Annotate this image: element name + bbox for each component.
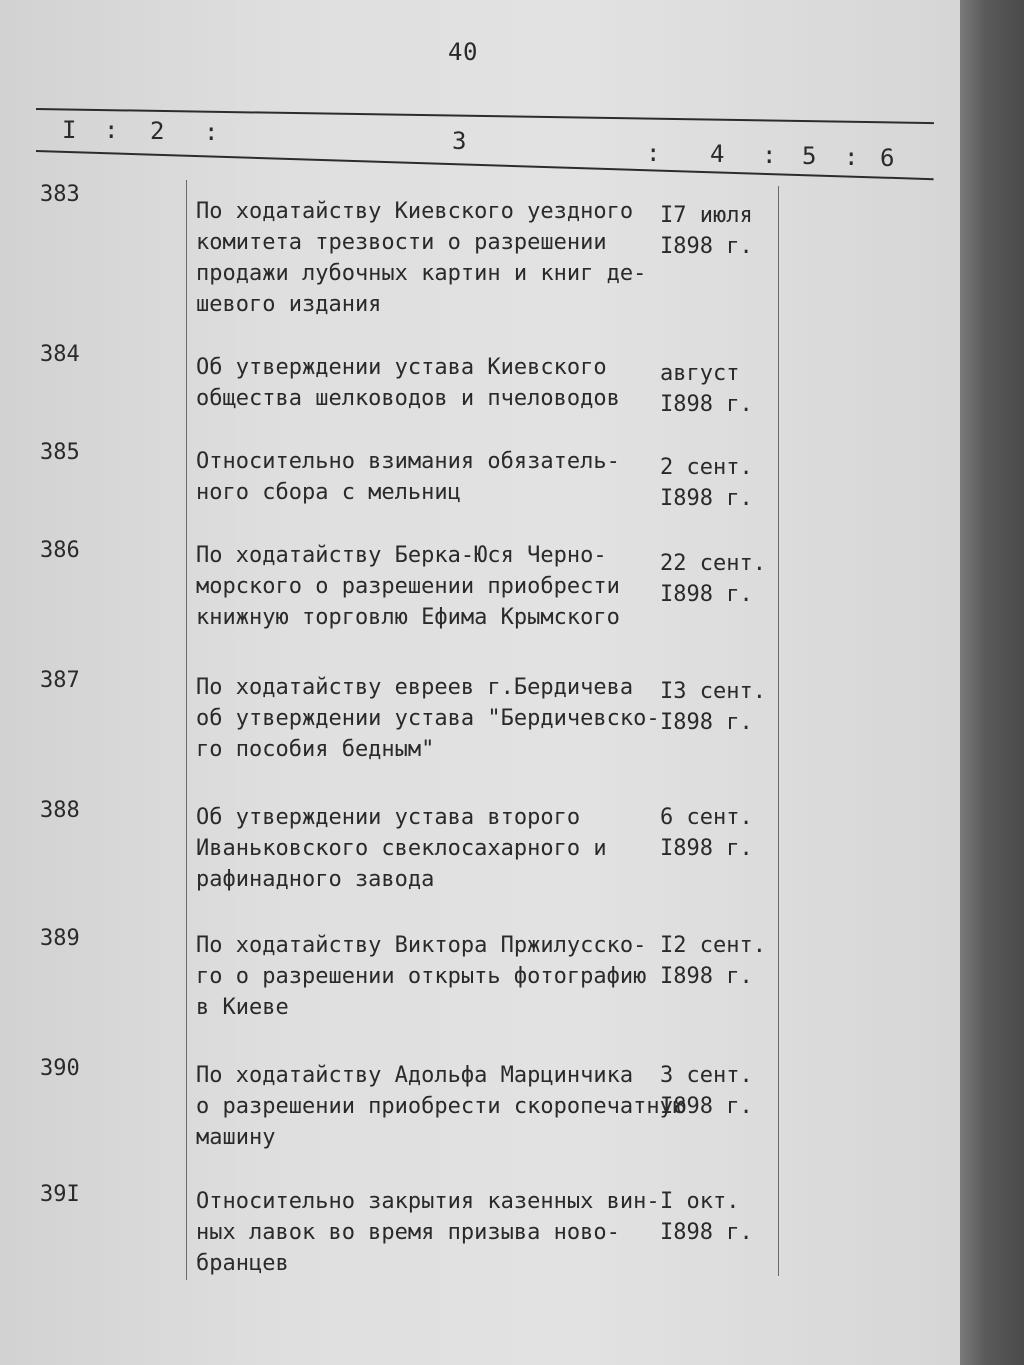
entry-date: I7 июля I898 г.	[660, 203, 753, 259]
entry-title: Об утверждении устава второго Иваньковского свеклосахарного и рафинадного завода	[196, 805, 607, 892]
entry-title: По ходатайству Адольфа Марцинчика о разрешении приобрести скоропечатную машину	[196, 1063, 687, 1150]
entry-title: По ходатайству Киевского уездного комитета трезвости о разрешении продажи лубочных картин и книг де- шевого издания	[196, 199, 647, 317]
entry-number: 383	[40, 182, 80, 207]
entry-date: 6 сент. I898 г.	[660, 805, 753, 861]
column-header-4: 4	[710, 140, 725, 168]
column-separator: :	[104, 116, 119, 144]
entry-date: I окт. I898 г.	[660, 1189, 753, 1245]
column-header-3: 3	[452, 127, 467, 155]
entry-date: I2 сент. I898 г.	[660, 933, 766, 989]
column-header-5: 5	[802, 142, 817, 170]
entry-number: 389	[40, 926, 80, 951]
entry-date: 2 сент. I898 г.	[660, 455, 753, 511]
entry-title: Относительно взимания обязатель- ного сбора с мельниц	[196, 449, 620, 505]
entry-number: 386	[40, 538, 80, 563]
entry-number: 385	[40, 440, 80, 465]
column-separator: :	[762, 141, 777, 169]
entry-title: По ходатайству Берка-Юся Черно- морского о разрешении приобрести книжную торговлю Ефима Крымского	[196, 543, 620, 630]
column-separator: :	[844, 143, 859, 171]
page-number: 40	[448, 38, 478, 66]
entry-number: 39I	[40, 1182, 80, 1207]
entry-date: 22 сент. I898 г.	[660, 551, 766, 607]
column-divider-left	[186, 180, 187, 1280]
header-bottom-rule	[36, 150, 934, 180]
column-header-2: 2	[150, 117, 165, 145]
column-separator: :	[646, 139, 661, 167]
entry-date: 3 сент. I898 г.	[660, 1063, 753, 1119]
entry-number: 390	[40, 1056, 80, 1081]
column-separator: :	[204, 118, 219, 146]
entry-title: По ходатайству Виктора Пржилусско- го о разрешении открыть фотографию в Киеве	[196, 933, 647, 1020]
column-header-6: 6	[880, 144, 895, 172]
entry-number: 388	[40, 798, 80, 823]
entry-title: Об утверждении устава Киевского общества шелководов и пчеловодов	[196, 355, 620, 411]
background-edge	[960, 0, 1024, 1365]
entry-date: август I898 г.	[660, 361, 753, 417]
column-header-1: I	[62, 116, 77, 144]
entry-number: 384	[40, 342, 80, 367]
entry-title: По ходатайству евреев г.Бердичева об утверждении устава "Бердичевско- го пособия бедным"	[196, 675, 660, 762]
header-top-rule	[36, 108, 934, 124]
entry-date: I3 сент. I898 г.	[660, 679, 766, 735]
entry-number: 387	[40, 668, 80, 693]
entry-title: Относительно закрытия казенных вин- ных лавок во время призыва ново- бранцев	[196, 1189, 660, 1276]
